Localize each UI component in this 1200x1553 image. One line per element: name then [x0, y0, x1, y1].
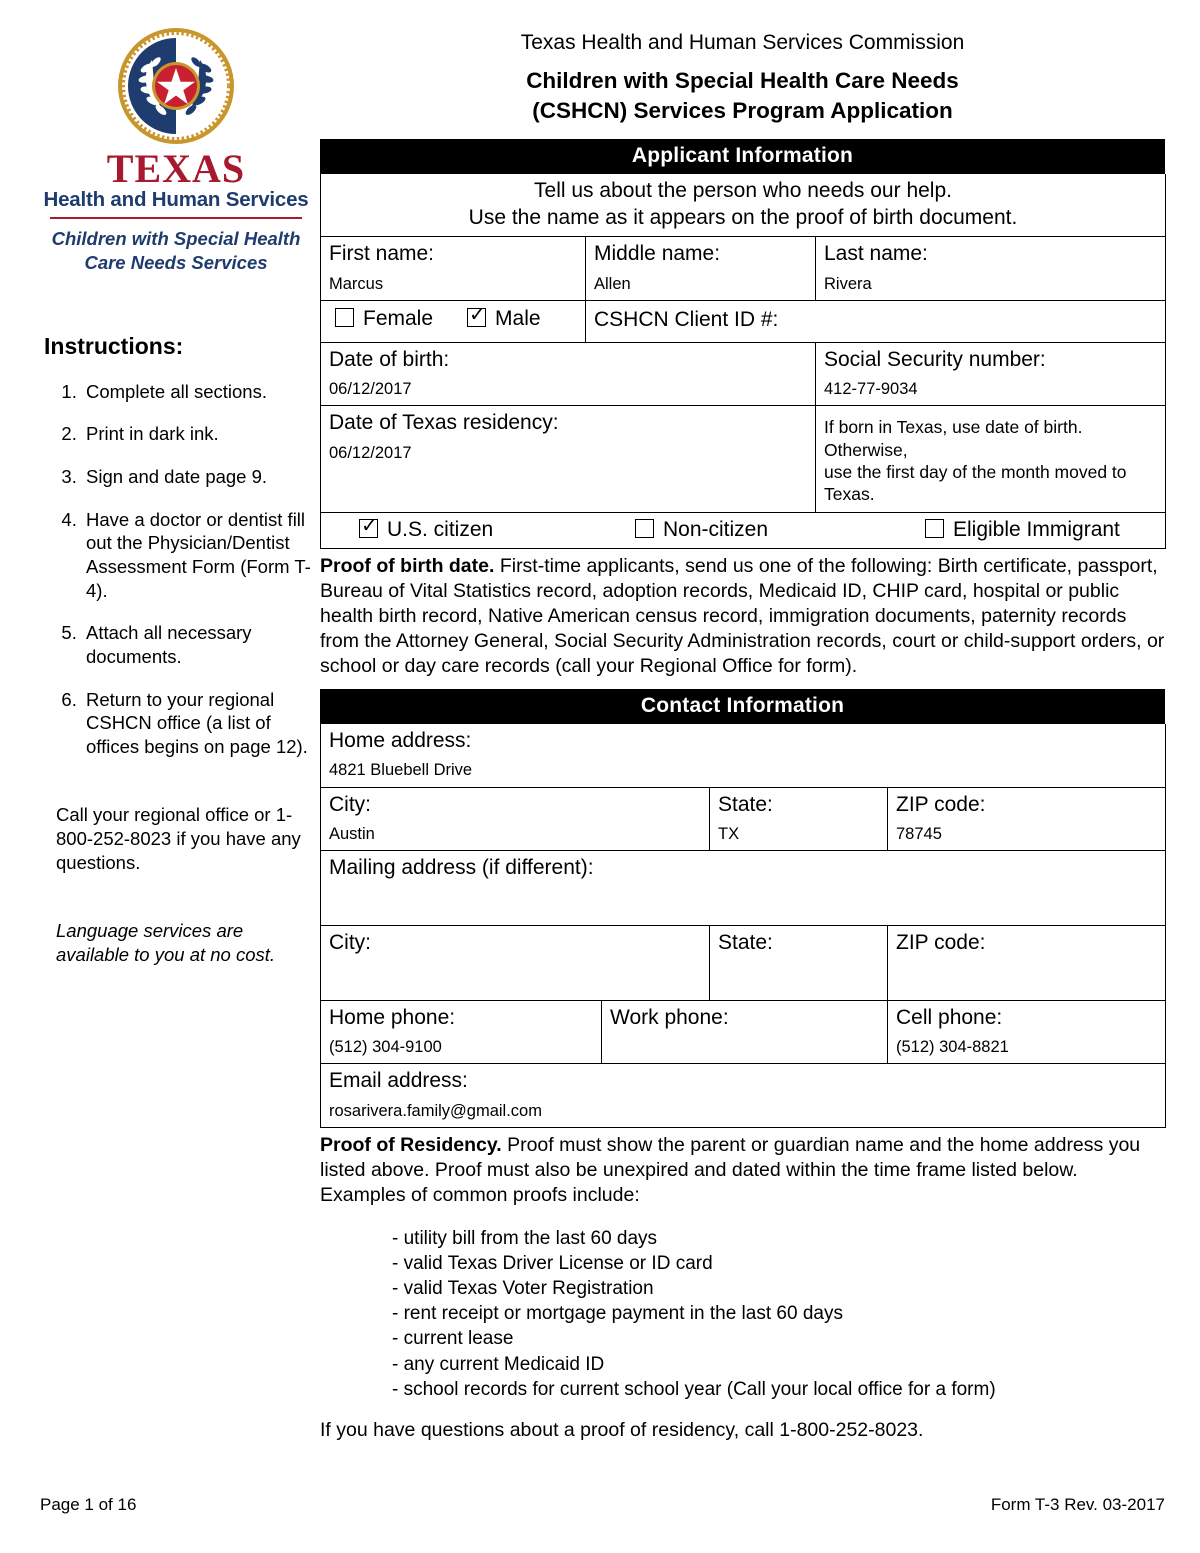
dob-label: Date of birth:: [329, 347, 450, 371]
page-title: [320, 66, 1165, 125]
proof-of-residency-closing: If you have questions about a proof of residency, call 1-800-252-8023.: [320, 1418, 924, 1441]
applicant-information-table: [320, 174, 1166, 549]
mailing-zip-cell[interactable]: [888, 925, 1166, 1000]
applicant-intro-line-1: Tell us about the person who needs our help.: [534, 178, 952, 202]
checkbox-non-citizen-icon[interactable]: [635, 519, 654, 538]
texas-residency-label: Date of Texas residency:: [329, 411, 559, 435]
home-zip-value[interactable]: 78745: [896, 825, 942, 844]
checkbox-eligible-immigrant-icon[interactable]: [925, 519, 944, 538]
instructions-list: [40, 380, 312, 759]
citizenship-option-us-citizen[interactable]: [335, 518, 635, 542]
email-value[interactable]: rosarivera.family@gmail.com: [329, 1101, 542, 1120]
footer-page-number: Page 1 of 16: [40, 1495, 137, 1514]
table-row: [321, 925, 1166, 1000]
home-city-label: City:: [329, 792, 371, 816]
middle-name-label: Middle name:: [594, 242, 721, 266]
middle-name-cell[interactable]: [586, 237, 816, 301]
home-state-label: State:: [718, 792, 773, 816]
cell-phone-value[interactable]: (512) 304-8821: [896, 1038, 1009, 1057]
last-name-value[interactable]: Rivera: [824, 274, 872, 293]
language-services-note: Language services are available to you at no cost.: [56, 919, 276, 965]
proof-of-birth-lead: Proof of birth date.: [320, 554, 495, 577]
ssn-label: Social Security number:: [824, 347, 1046, 371]
mailing-state-value[interactable]: [718, 963, 879, 982]
list-item: - utility bill from the last 60 days: [392, 1228, 658, 1250]
home-phone-value[interactable]: (512) 304-9100: [329, 1038, 442, 1057]
home-city-value[interactable]: Austin: [329, 825, 375, 844]
mailing-zip-value[interactable]: [896, 963, 1157, 982]
proof-of-residency-paragraph: [320, 1133, 1165, 1208]
client-id-cell[interactable]: [586, 301, 1166, 343]
residency-note-line-2: use the first day of the month moved to Texas.: [824, 461, 1127, 504]
table-row: [321, 1000, 1166, 1064]
home-zip-cell[interactable]: [888, 787, 1166, 851]
gender-cell[interactable]: [321, 301, 586, 343]
list-item: - current lease: [392, 1328, 514, 1350]
ssn-value[interactable]: 412-77-9034: [824, 380, 918, 399]
form-body: [320, 30, 1165, 1442]
home-zip-label: ZIP code:: [896, 792, 986, 816]
commission-name: Texas Health and Human Services Commission: [520, 31, 965, 54]
table-row: [321, 851, 1166, 926]
proof-of-birth-paragraph: [320, 554, 1165, 679]
cell-phone-cell[interactable]: [888, 1000, 1166, 1064]
checkbox-male-icon[interactable]: [467, 308, 486, 327]
page-title-line-1: Children with Special Health Care Needs: [526, 68, 959, 94]
logo-divider: [50, 217, 302, 219]
home-address-label: Home address:: [329, 728, 472, 752]
instruction-item: 3. Sign and date page 9.: [82, 465, 312, 489]
table-row: [321, 724, 1166, 787]
middle-name-value[interactable]: Allen: [594, 274, 631, 293]
mailing-city-cell[interactable]: [321, 925, 710, 1000]
mailing-city-label: City:: [329, 930, 371, 954]
table-row: [321, 174, 1166, 237]
home-city-cell[interactable]: [321, 787, 710, 851]
agency-logo: [40, 26, 312, 275]
home-state-cell[interactable]: [710, 787, 888, 851]
page-title-line-2: (CSHCN) Services Program Application: [532, 97, 953, 123]
logo-texas-wordmark: TEXAS: [106, 146, 246, 191]
mailing-state-cell[interactable]: [710, 925, 888, 1000]
citizenship-option-non-citizen[interactable]: [635, 518, 925, 542]
regional-office-note: Call your regional office or 1-800-252-8023 if you have any questions.: [56, 803, 301, 873]
list-item: - rent receipt or mortgage payment in the last 60 days: [392, 1303, 843, 1325]
gender-option-male[interactable]: [467, 307, 541, 331]
client-id-label: CSHCN Client ID #:: [594, 308, 779, 332]
work-phone-value[interactable]: [610, 1037, 879, 1056]
applicant-intro: [321, 174, 1165, 237]
texas-residency-value[interactable]: 06/12/2017: [329, 444, 412, 463]
citizenship-cell[interactable]: [321, 512, 1166, 548]
citizenship-label-1: Non-citizen: [663, 517, 769, 541]
home-phone-label: Home phone:: [329, 1005, 456, 1029]
texas-state-seal-icon: [116, 26, 236, 146]
sidebar: [40, 26, 312, 967]
logo-agency-name: Health and Human Services: [43, 188, 309, 211]
list-item: - any current Medicaid ID: [392, 1353, 605, 1375]
gender-option-female[interactable]: [335, 307, 433, 331]
work-phone-label: Work phone:: [610, 1005, 729, 1029]
applicant-intro-cell: [321, 174, 1166, 237]
section-header-applicant-information: Applicant Information: [320, 139, 1165, 174]
last-name-label: Last name:: [824, 242, 928, 266]
proof-of-residency-lead: Proof of Residency.: [320, 1134, 502, 1157]
table-row: [321, 512, 1166, 548]
citizenship-option-eligible-immigrant[interactable]: [925, 518, 1151, 542]
citizenship-label-0: U.S. citizen: [387, 517, 494, 541]
ssn-cell[interactable]: [816, 342, 1166, 406]
residency-note-line-1: If born in Texas, use date of birth. Otherwise,: [824, 417, 1083, 460]
logo-program-line-1: Children with Special Health: [51, 227, 301, 249]
instructions-heading: Instructions:: [44, 332, 184, 359]
logo-program-line-2: Care Needs Services: [84, 251, 268, 273]
cell-phone-label: Cell phone:: [896, 1005, 1003, 1029]
contact-information-table: [320, 724, 1166, 1128]
table-row: [321, 406, 1166, 512]
list-item: - valid Texas Voter Registration: [392, 1278, 654, 1300]
dob-value[interactable]: 06/12/2017: [329, 380, 412, 399]
table-row: [321, 301, 1166, 343]
residency-note-cell: [816, 406, 1166, 512]
home-phone-cell[interactable]: [321, 1000, 602, 1064]
home-address-value[interactable]: 4821 Bluebell Drive: [329, 761, 473, 780]
table-row: [321, 237, 1166, 301]
instruction-item: 4. Have a doctor or dentist fill out the Physician/Dentist Assessment Form (Form T-4).: [82, 508, 312, 603]
last-name-cell[interactable]: [816, 237, 1166, 301]
mailing-address-value[interactable]: [329, 888, 1157, 907]
table-row: [321, 787, 1166, 851]
instruction-item: 6. Return to your regional CSHCN office (a list of offices begins on page 12).: [82, 688, 312, 759]
proof-of-birth-body: First-time applicants, send us one of the following: Birth certificate, passport, Bureau of Vital Statistics record, adoption records, Medicaid ID, CHIP card, hospital or public health birth record, Native American census record, immigration documents, paternity records from the Attorney General, Social Security Administration records, court or child-support orders, or school or day care records (call your Regional Office for form).: [320, 554, 1165, 677]
home-state-value[interactable]: TX: [718, 825, 740, 844]
texas-residency-cell[interactable]: [321, 406, 816, 512]
work-phone-cell[interactable]: [602, 1000, 888, 1064]
first-name-label: First name:: [329, 242, 435, 266]
proof-of-residency-body: Proof must show the parent or guardian name and the home address you listed above. Proof must also be unexpired and dated within the time frame listed below. Examples of common proofs include:: [320, 1134, 1141, 1207]
proof-of-residency-bullets: [392, 1226, 1165, 1402]
table-row: [321, 342, 1166, 406]
checkbox-female-icon[interactable]: [335, 308, 354, 327]
mailing-city-value[interactable]: [329, 963, 701, 982]
table-row: [321, 1064, 1166, 1128]
email-cell[interactable]: [321, 1064, 1166, 1128]
home-address-cell[interactable]: [321, 724, 1166, 787]
list-item: - school records for current school year (Call your local office for a form): [392, 1378, 996, 1400]
gender-male-label: Male: [495, 307, 541, 331]
applicant-intro-line-2: Use the name as it appears on the proof of birth document.: [468, 205, 1018, 229]
footer-form-number: Form T-3 Rev. 03-2017: [990, 1495, 1165, 1514]
instruction-item: 5. Attach all necessary documents.: [82, 621, 312, 668]
section-header-contact-information: Contact Information: [320, 689, 1165, 724]
page-footer: [40, 1495, 1165, 1515]
list-item: - valid Texas Driver License or ID card: [392, 1253, 713, 1275]
citizenship-label-2: Eligible Immigrant: [953, 517, 1120, 541]
instruction-item: 1. Complete all sections.: [82, 380, 312, 404]
first-name-cell[interactable]: [321, 237, 586, 301]
mailing-state-label: State:: [718, 930, 773, 954]
email-label: Email address:: [329, 1069, 468, 1093]
mailing-zip-label: ZIP code:: [896, 930, 986, 954]
first-name-value[interactable]: Marcus: [329, 274, 384, 293]
checkbox-us-citizen-icon[interactable]: [359, 519, 378, 538]
instruction-item: 2. Print in dark ink.: [82, 422, 312, 446]
mailing-address-cell[interactable]: [321, 851, 1166, 926]
mailing-address-label: Mailing address (if different):: [329, 856, 594, 880]
gender-female-label: Female: [363, 307, 434, 331]
dob-cell[interactable]: [321, 342, 816, 406]
